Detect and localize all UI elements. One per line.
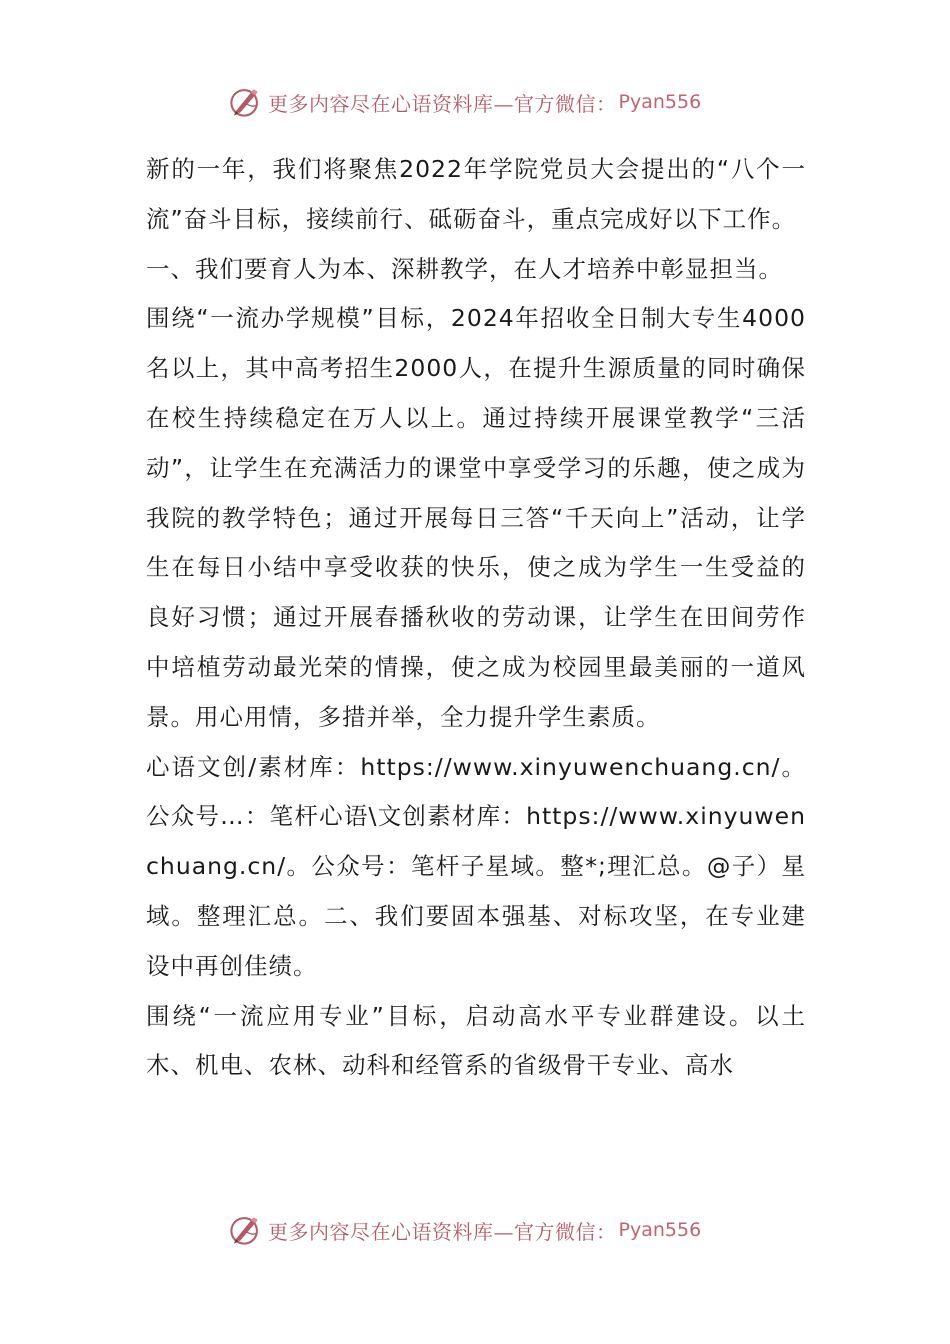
paragraph-specialty: 围绕“一流应用专业”目标，启动高水平专业群建设。以土木、机电、农林、动科和经管系的省级骨干专业、高水 xyxy=(146,1001,806,1080)
pen-logo-icon xyxy=(228,85,262,119)
section-heading-one: 一、我们要育人为本、深耕教学，在人才培养中彰显担当。 xyxy=(146,254,783,283)
pen-logo-icon xyxy=(228,1213,262,1247)
paragraph-intro: 新的一年，我们将聚焦2022年学院党员大会提出的“八个一流”奋斗目标，接续前行、砥砺奋斗，重点完成好以下工作。 xyxy=(146,155,806,233)
document-body xyxy=(146,145,806,1091)
header-banner xyxy=(228,82,701,122)
footer-banner xyxy=(228,1210,701,1250)
paragraph-enrollment: 围绕“一流办学规模”目标，2024年招收全日制大专生4000名以上，其中高考招生2000人，在提升生源质量的同时确保在校生持续稳定在万人以上。通过持续开展课堂教学“三活动”，让学生在充满活力的课堂中享受学习的乐趣，使之成为我院的教学特色；通过开展每日三答“千天向上”活动，让学生在每日小结中享受收获的快乐，使之成为学生一生受益的良好习惯；通过开展春播秋收的劳动课，让学生在田间劳作中培植劳动最光荣的情操，使之成为校园里最美丽的一道风景。用心用情，多措并举，全力提升学生素质。 xyxy=(146,304,806,731)
paragraph-watermark-and-heading-two: 心语文创/素材库：https://www.xinyuwenchuang.cn/。公众号…：笔杆心语\文创素材库：https://www.xinyuwenchuang.cn/。公众号：笔杆子星域。整*;理汇总。@子）星域。整理汇总。二、我们要固本强基、对标攻坚，在专业建设中再创佳绩。 xyxy=(146,752,806,980)
banner-wechat-id: Pyan556 xyxy=(618,1219,702,1241)
banner-wechat-id: Pyan556 xyxy=(618,91,702,113)
banner-text: 更多内容尽在心语资料库—官方微信： xyxy=(268,1219,617,1244)
banner-text: 更多内容尽在心语资料库—官方微信： xyxy=(268,91,617,116)
